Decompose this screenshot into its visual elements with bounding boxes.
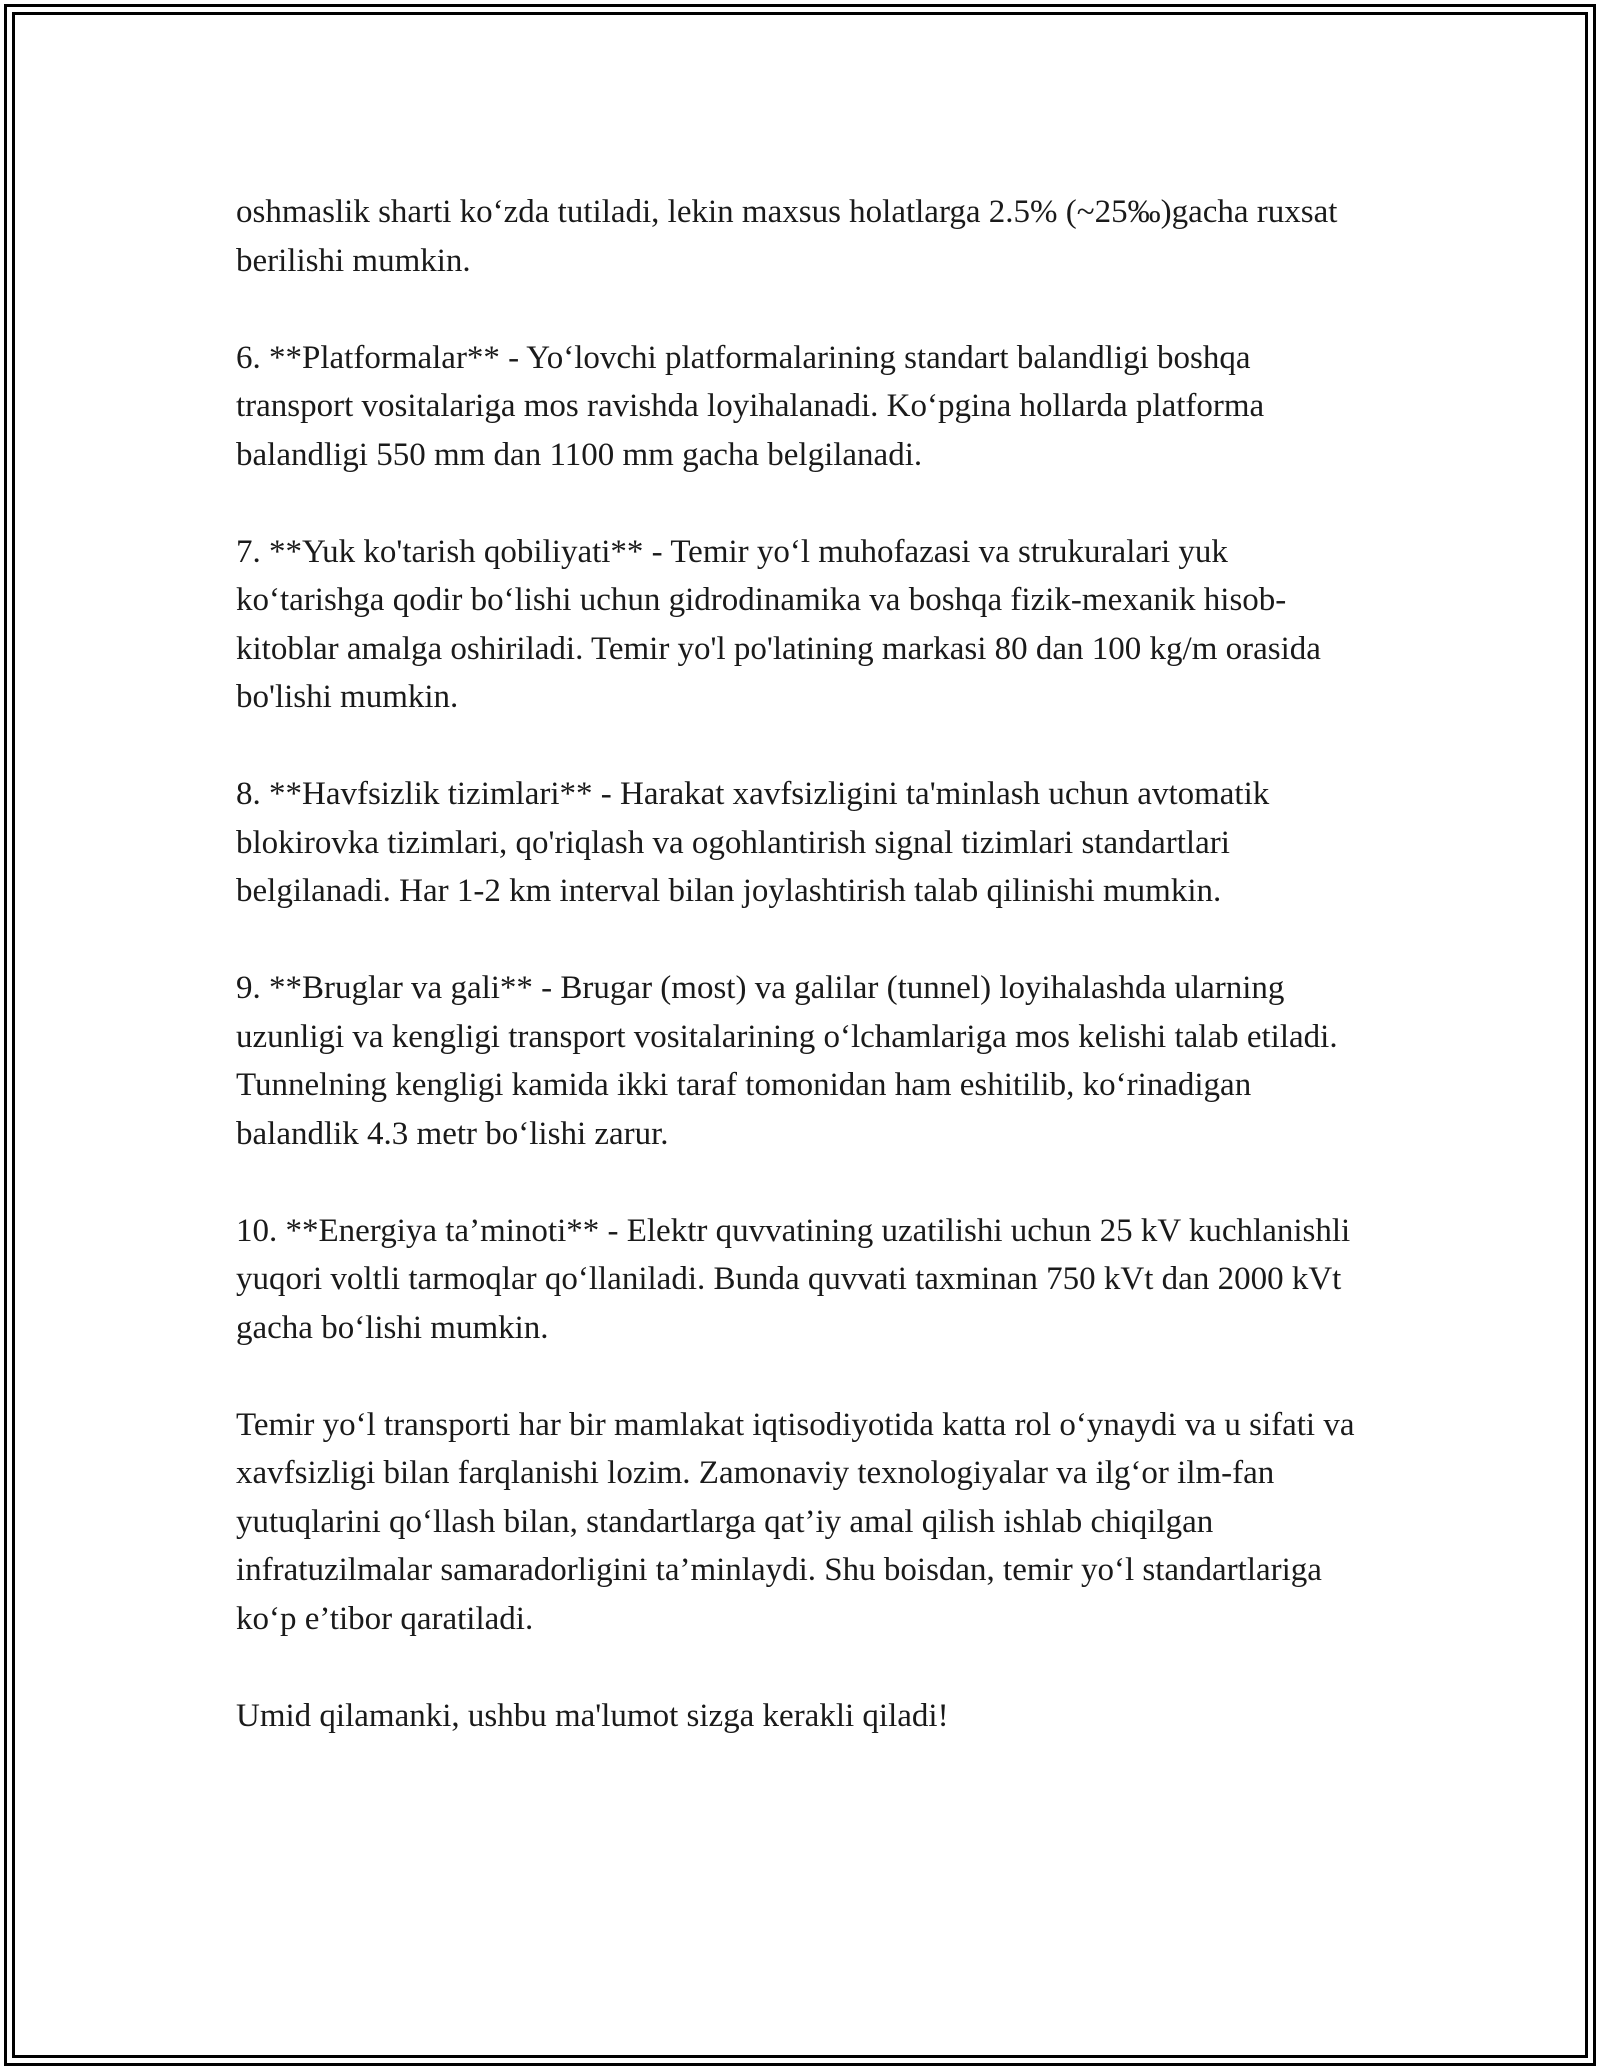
paragraph-continuation: oshmaslik sharti ko‘zda tutiladi, lekin maxsus holatlarga 2.5% (~25‰)gacha ruxsat berilishi mumkin. xyxy=(236,194,1338,279)
paragraph-item-9-bridges-tunnels: 9. **Bruglar va gali** - Brugar (most) va galilar (tunnel) loyihalashda ularning uzunligi va kengligi transport vositalarining o‘lchamlariga mos kelishi talab etiladi. Tunnelning kengligi kamida ikki taraf tomonidan ham eshitilib, ko‘rinadigan balandlik 4.3 metr bo‘lishi zarur. xyxy=(236,970,1338,1152)
paragraph-item-8-safety-systems: 8. **Havfsizlik tizimlari** - Harakat xavfsizligini ta'minlash uchun avtomatik blokirovka tizimlari, qo'riqlash va ogohlantirish signal tizimlari standartlari belgilanadi. Har 1-2 km interval bilan joylashtirish talab qilinishi mumkin. xyxy=(236,776,1270,909)
paragraph-item-7-load-capacity: 7. **Yuk ko'tarish qobiliyati** - Temir yo‘l muhofazasi va strukuralari yuk ko‘tarishga qodir bo‘lishi uchun gidrodinamika va boshqa fizik-mexanik hisob-kitoblar amalga oshiriladi. Temir yo'l po'latining markasi 80 dan 100 kg/m orasida bo'lishi mumkin. xyxy=(236,533,1321,715)
paragraph-item-6-platforms: 6. **Platformalar** - Yo‘lovchi platformalarining standart balandligi boshqa transport vositalariga mos ravishda loyihalanadi. Ko‘pgina hollarda platforma balandligi 550 mm dan 1100 mm gacha belgilanadi. xyxy=(236,339,1265,473)
paragraph-conclusion: Temir yo‘l transporti har bir mamlakat iqtisodiyotida katta rol o‘ynaydi va u sifati va xavfsizligi bilan farqlanishi lozim. Zamonaviy texnologiyalar va ilg‘or ilm-fan yutuqlarini qo‘llash bilan, standartlarga qat’iy amal qilish ishlab chiqilgan infratuzilmalar samaradorligini ta’minlaydi. Shu boisdan, temir yo‘l standartlariga ko‘p e’tibor qaratiladi. xyxy=(236,1406,1355,1637)
paragraph-closing: Umid qilamanki, ushbu ma'lumot sizga kerakli qiladi! xyxy=(236,1697,949,1734)
document-body xyxy=(236,188,1376,1740)
paragraph-item-10-power-supply: 10. **Energiya ta’minoti** - Elektr quvvatining uzatilishi uchun 25 kV kuchlanishli yuqori voltli tarmoqlar qo‘llaniladi. Bunda quvvati taxminan 750 kVt dan 2000 kVt gacha bo‘lishi mumkin. xyxy=(236,1212,1351,1346)
